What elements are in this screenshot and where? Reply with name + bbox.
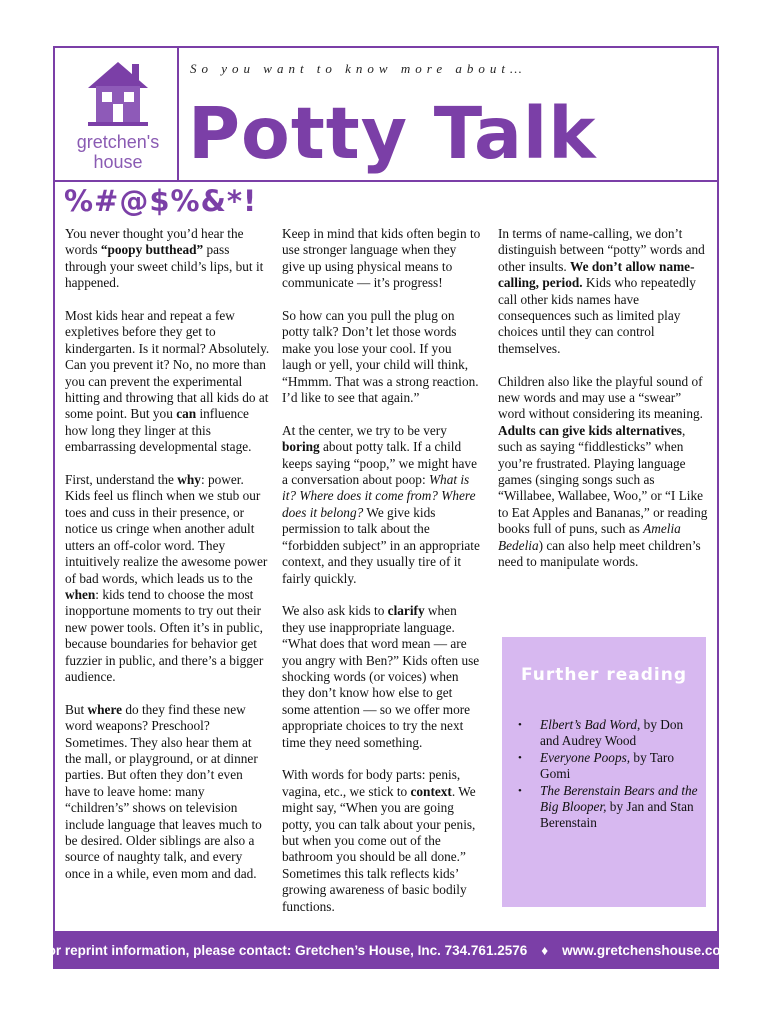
paragraph: But where do they find these new word weapons? Preschool? Sometimes. They also hear them at the mall, or playground, or at dinner parties. But often they don’t even have to leave home: many “children’s” shows on television include language that leaves much to be desired. Older siblings are also a source of naughty talk, and every once in a while, even mom and dad. bbox=[65, 701, 262, 881]
paragraph: Children also like the playful sound of new words and may use a “swear” word without considering its meaning. Adults can give kids alternatives, such as saying “fiddlesticks” when you’re frustrated. Playing language games (singing songs such as “Willabee, Wallabee, Woo,” or “I Like to Eat Apples and Bananas,” or reading books full of puns, such as Amelia Bedelia) can also help meet children’s need to manipulate words. bbox=[498, 373, 708, 570]
further-reading-heading: Further reading bbox=[521, 665, 687, 685]
footer-website-link[interactable]: www.gretchenshouse.com bbox=[562, 942, 733, 958]
bullet-icon: • bbox=[518, 784, 522, 797]
header-divider bbox=[53, 180, 719, 182]
article-column-1 bbox=[65, 226, 270, 899]
paragraph: Keep in mind that kids often begin to use stronger language when they give up using physical means to communicate — it’s progress! bbox=[282, 226, 481, 291]
paragraph: We also ask kids to clarify when they use inappropriate language. “What does that word mean — are you angry with Ben?” Kids often use shocking words (or voices) when they don’t know how else to get some attention — so we offer more appropriate choices to try the next time they need something. bbox=[282, 603, 480, 750]
paragraph: At the center, we try to be very boring about potty talk. If a child keeps saying “poop,” we might have a conversation about poop: What is it? Where does it come from? Where does it belong? We give kids permission to talk about the “forbidden subject” in an appropriate context, and they usually tire of it fairly quickly. bbox=[282, 422, 480, 586]
footer-separator-icon: ♦ bbox=[541, 942, 549, 958]
bullet-icon: • bbox=[518, 719, 522, 731]
paragraph: So how can you pull the plug on potty talk? Don’t let those words make you lose your cool. If you laugh or yell, your child will think, “Hmmm. That was a strong reaction. I’d like to see that again.” bbox=[282, 308, 479, 406]
reading-list-item: • Elbert’s Bad Word, by Don and Audrey Wood bbox=[518, 717, 684, 749]
logo-line-1: gretchen's bbox=[76, 132, 160, 152]
bullet-icon: • bbox=[518, 751, 522, 764]
logo-wordmark bbox=[72, 132, 164, 172]
reading-list-item: • Everyone Poops, by Taro Gomi bbox=[518, 749, 674, 782]
logo-divider bbox=[177, 46, 179, 182]
paragraph: First, understand the why: power. Kids feel us flinch when we stub our toes and cuss in their presence, or notice us cringe when another adult utters an off-color word. They intuitively realize the awesome power of bad words, which leads us to the when: kids tend to choose the most inopportune moments to try out their new power tools. Often it’s in public, because boundaries for behavior get fuzzier in public, and there’s a bigger audience. bbox=[65, 472, 268, 684]
header-kicker: So you want to know more about… bbox=[190, 61, 527, 76]
reading-list bbox=[502, 717, 700, 832]
gretchens-house-logo bbox=[72, 58, 164, 176]
page-title: Potty Talk bbox=[188, 92, 597, 175]
article-column-2 bbox=[282, 226, 482, 931]
paragraph: With words for body parts: penis, vagina, etc., we stick to context. We might say, “When you are going potty, you can talk about your penis, but when you come out of the bathroom you should be all done.” Sometimes this talk reflects kids’ growing awareness of basic bodily functions. bbox=[282, 767, 476, 914]
logo-line-2: house bbox=[93, 152, 143, 172]
article-column-3 bbox=[498, 226, 708, 587]
further-reading-box bbox=[502, 637, 706, 907]
paragraph: In terms of name-calling, we don’t distinguish between “potty” words and other insults. We don’t allow name-calling, period. Kids who repeatedly call other kids names have consequences such as limited play choices until they can control themselves. bbox=[498, 226, 705, 356]
grawlix-heading: %#@$%&*! bbox=[64, 184, 258, 218]
paragraph: You never thought you’d hear the words “poopy butthead” pass through your sweet child’s lips, but it happened. bbox=[65, 226, 264, 291]
house-icon bbox=[82, 58, 154, 130]
footer-contact: For reprint information, please contact: Gretchen’s House, Inc. 734.761.2576 bbox=[39, 942, 528, 958]
paragraph: Most kids hear and repeat a few expletives before they get to kindergarten. Is it normal? Absolutely. Can you prevent it? No, no more than you can prevent the experimental hitting and throwing that all kids do at some point. But you can influence how long they linger at this embarrassing developmental stage. bbox=[65, 308, 270, 455]
reading-list-item: • The Berenstain Bears and the Big Blooper, by Jan and Stan Berenstain bbox=[518, 782, 698, 831]
footer-bar bbox=[39, 931, 733, 969]
